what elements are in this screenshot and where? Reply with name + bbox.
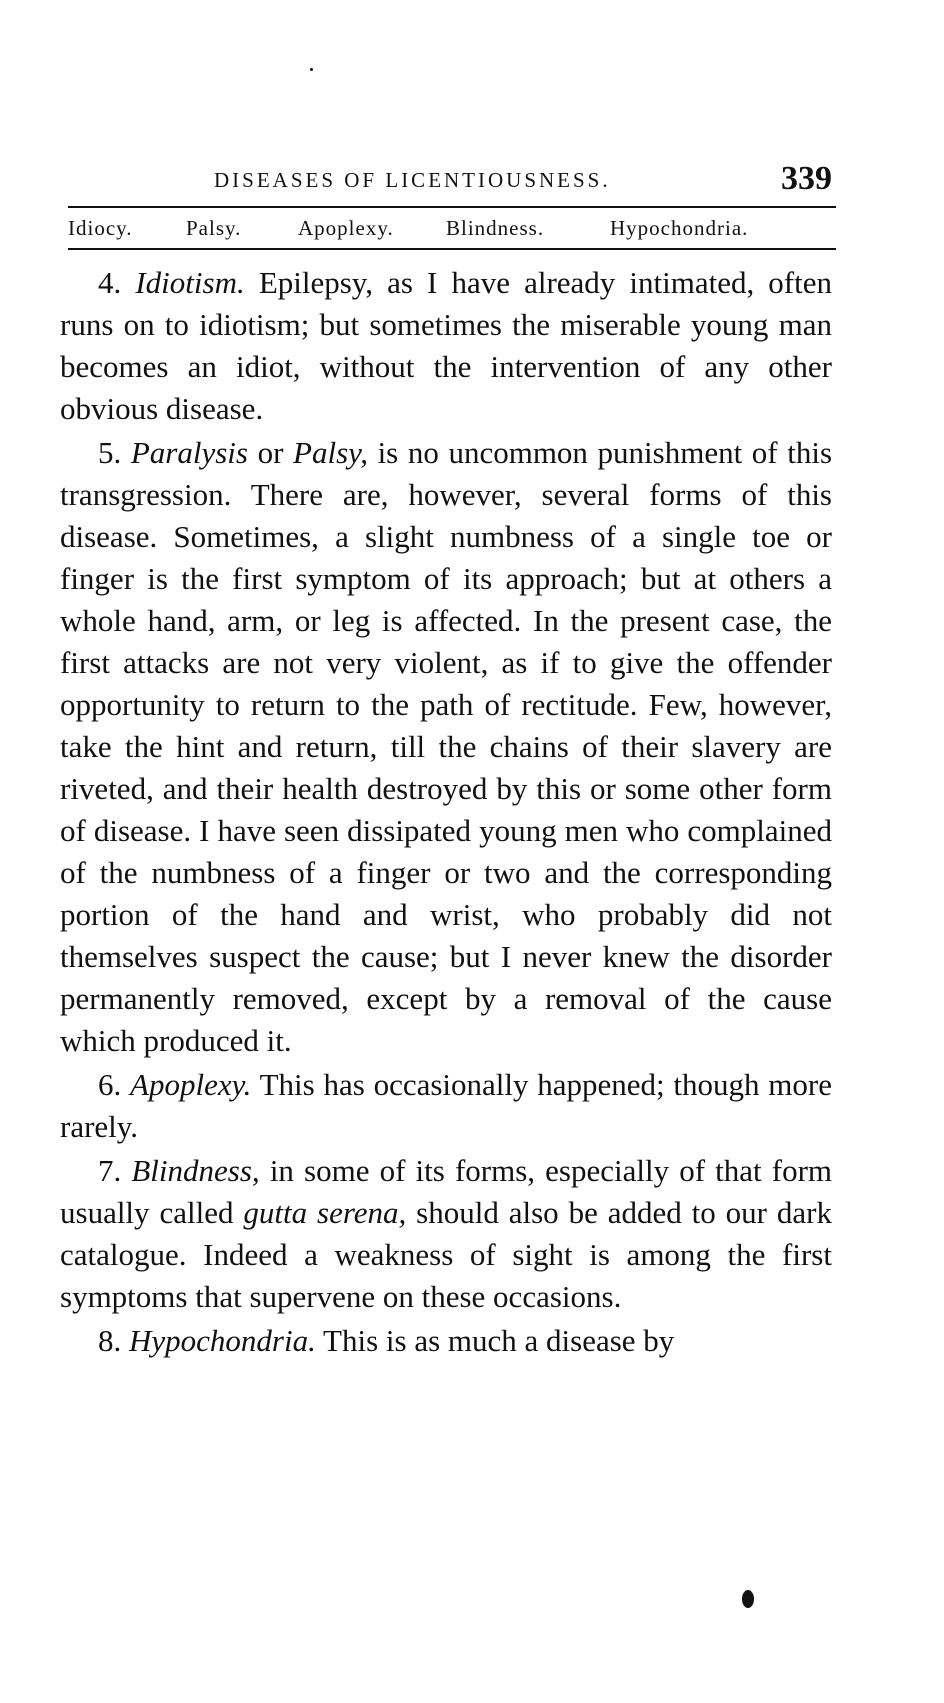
- section-term: Apoplexy.: [130, 1067, 252, 1102]
- section-text-after: should also be added to our dark catalogue. Indeed a weakness of sight is among the first symptoms that supervene on these occasions.: [60, 1195, 832, 1314]
- subject-idiocy: Idiocy.: [68, 216, 133, 240]
- page-header: [64, 160, 836, 204]
- section-text: This has occasionally happened; though more rarely.: [60, 1067, 833, 1144]
- paragraph-blindness: [60, 1150, 832, 1318]
- paragraph-apoplexy: [60, 1064, 832, 1148]
- section-term: Blindness,: [131, 1153, 260, 1188]
- ink-speck-mark: [310, 68, 313, 71]
- section-text: This is as much a disease by: [323, 1323, 675, 1358]
- subject-palsy: Palsy.: [186, 216, 242, 240]
- section-text-before: in some of its forms, especially of that form usually called: [60, 1153, 833, 1230]
- subject-blindness: Blindness.: [446, 216, 545, 240]
- section-term: Paralysis: [130, 435, 248, 470]
- subject-line: [68, 212, 836, 246]
- section-number: 8.: [98, 1323, 122, 1358]
- section-term-alt: Palsy,: [293, 435, 368, 470]
- section-term: Idiotism.: [135, 265, 245, 300]
- body-text: [60, 262, 832, 1364]
- ink-blot-mark: [742, 1590, 754, 1608]
- section-number: 5.: [98, 435, 122, 470]
- section-term: Hypochondria.: [129, 1323, 316, 1358]
- section-number: 4.: [98, 265, 122, 300]
- section-text: Epilepsy, as I have already intimated, often runs on to idiotism; but sometimes the miserable young man becomes an idiot, without the intervention of any other obvious disease.: [60, 265, 832, 426]
- section-number: 7.: [98, 1153, 122, 1188]
- section-italic-phrase: gutta serena,: [243, 1195, 407, 1230]
- section-text: is no uncommon punishment of this transgression. There are, however, several forms of this disease. Sometimes, a slight numbness of a single toe or finger is the first symptom of its approach; but at others a whole hand, arm, or leg is affected. In the present case, the first attacks are not very violent, as if to give the offender opportunity to return to the path of rectitude. Few, however, take the hint and return, till the chains of their slavery are riveted, and their health destroyed by this or some other form of disease. I have seen dissipated young men who complained of the numbness of a finger or two and the corresponding portion of the hand and wrist, who probably did not themselves suspect the cause; but I never knew the disorder permanently removed, except by a removal of the cause which produced it.: [60, 435, 833, 1058]
- section-conjunction: or: [257, 435, 284, 470]
- running-title: DISEASES OF LICENTIOUSNESS.: [214, 168, 611, 192]
- header-rule-bottom: [68, 248, 836, 250]
- section-number: 6.: [98, 1067, 122, 1102]
- paragraph-idiotism: [60, 262, 832, 430]
- header-rule-top: [68, 206, 836, 208]
- paragraph-hypochondria: [60, 1320, 832, 1362]
- page-number: 339: [781, 160, 832, 197]
- subject-apoplexy: Apoplexy.: [298, 216, 394, 240]
- subject-hypochondria: Hypochondria.: [610, 216, 749, 240]
- paragraph-paralysis: [60, 432, 832, 1062]
